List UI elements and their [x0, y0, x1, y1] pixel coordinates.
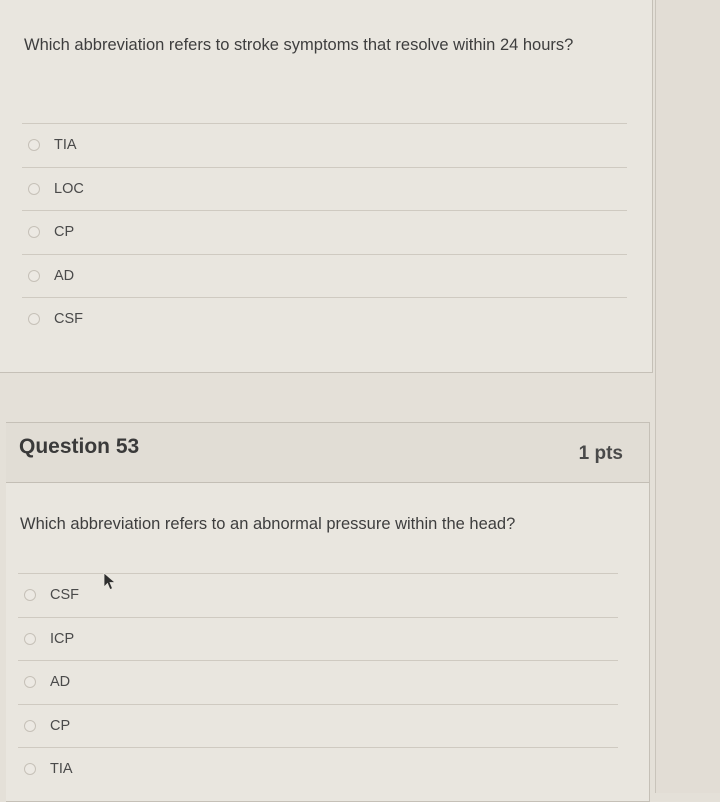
answer-list	[22, 123, 627, 341]
answer-option-ad[interactable]	[18, 660, 618, 704]
radio-icon[interactable]	[28, 139, 40, 151]
answer-label: LOC	[54, 180, 84, 197]
answer-option-loc[interactable]	[22, 167, 627, 211]
question-header	[6, 423, 649, 483]
question-card-53	[6, 422, 650, 802]
answer-option-ad[interactable]	[22, 254, 627, 298]
radio-icon[interactable]	[24, 720, 36, 732]
answer-list	[18, 573, 618, 791]
answer-option-cp[interactable]	[22, 210, 627, 254]
answer-label: CP	[50, 717, 71, 734]
answer-label: TIA	[50, 761, 73, 778]
radio-icon[interactable]	[28, 313, 40, 325]
radio-icon[interactable]	[28, 270, 40, 282]
radio-icon[interactable]	[28, 226, 40, 238]
answer-label: AD	[50, 674, 71, 691]
answer-label: TIA	[54, 137, 77, 154]
question-title: Question 53	[19, 435, 140, 458]
radio-icon[interactable]	[24, 633, 36, 645]
answer-label: CSF	[54, 311, 83, 328]
answer-label: AD	[54, 267, 75, 284]
answer-option-cp[interactable]	[18, 704, 618, 748]
radio-icon[interactable]	[24, 676, 36, 688]
radio-icon[interactable]	[28, 183, 40, 195]
answer-option-tia[interactable]	[18, 747, 618, 791]
radio-icon[interactable]	[24, 589, 36, 601]
question-points: 1 pts	[578, 443, 623, 464]
question-text: Which abbreviation refers to an abnormal pressure within the head?	[20, 515, 516, 533]
answer-option-tia[interactable]	[22, 123, 627, 167]
answer-label: CSF	[50, 587, 79, 604]
answer-option-icp[interactable]	[18, 617, 618, 661]
answer-option-csf[interactable]	[22, 297, 627, 341]
question-card-52	[0, 0, 653, 373]
page-right-margin	[655, 0, 720, 793]
radio-icon[interactable]	[24, 763, 36, 775]
answer-label: CP	[54, 224, 75, 241]
question-text: Which abbreviation refers to stroke symptoms that resolve within 24 hours?	[24, 36, 574, 54]
mouse-pointer-icon	[103, 572, 117, 592]
answer-label: ICP	[50, 630, 75, 647]
